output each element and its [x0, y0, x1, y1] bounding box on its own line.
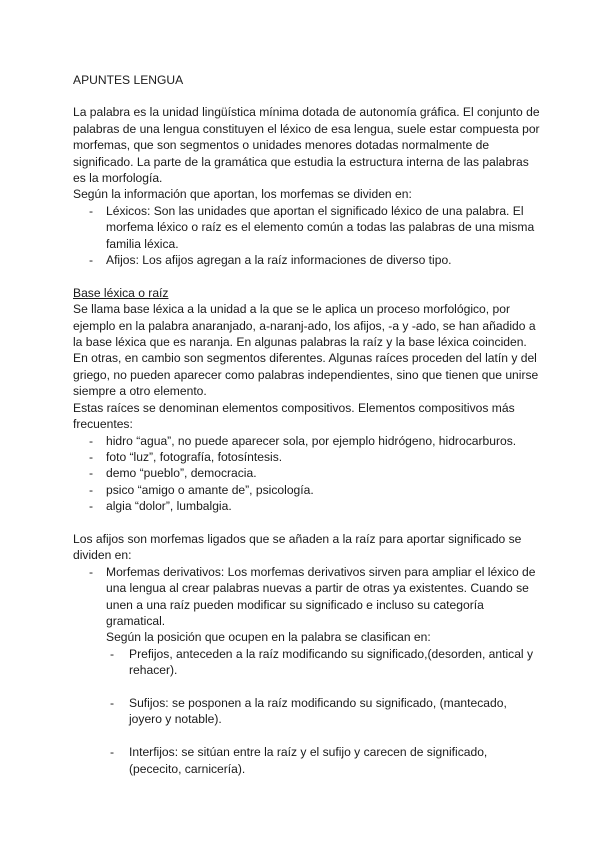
page-title: APUNTES LENGUA: [73, 73, 184, 87]
afijos-paragraph: Los afijos son morfemas ligados que se añaden a la raíz para aportar significado se dividen en:: [73, 531, 522, 563]
list-item: - Léxicos: Son las unidades que aportan el significado léxico de una palabra. El morfema léxico o raíz es el elemento común a todas las palabras de una misma familia léxica.: [73, 203, 543, 252]
base-lead: Estas raíces se denominan elementos compositivos. Elementos compositivos más frecuentes:: [73, 400, 515, 432]
list-item: - Prefijos, anteceden a la raíz modificando su significado,(desorden, antical y rehacer).: [106, 646, 543, 679]
derivative-lead: Según la posición que ocupen en la palabra se clasifican en:: [106, 630, 431, 645]
spacer: [106, 728, 543, 744]
base-paragraph: Se llama base léxica a la unidad a la que se le aplica un proceso morfológico, por ejemplo en la palabra anaranjado, a-naranj-ado, los afijos, -a y -ado, se han añadido a la base léxica que es naranja. En algunas palabras la raíz y la base léxica coinciden. En otras, en cambio son segmentos diferentes. Algunas raíces proceden del latín y del griego, no pueden aparecer como palabras independientes, sino que tienen que unirse siempre a otro elemento.: [73, 302, 539, 399]
morpheme-list: [73, 203, 543, 269]
derivative-text: - Morfemas derivativos: Los morfemas derivativos sirven para ampliar el léxico de una lengua al crear palabras nuevas a partir de otras ya existentes. Cuando se unen a una raíz pueden modificar su significado e incluso su categoría gramatical.: [106, 564, 536, 628]
intro-paragraph: La palabra es la unidad lingüística mínima dotada de autonomía gráfica. El conjunto de palabras de una lengua constituyen el léxico de esa lengua, suele estar compuesta por morfemas, que son segmentos o unidades menores dotadas normalmente de significado. La parte de la gramática que estudia la estructura interna de las palabras es la morfología.: [73, 105, 540, 186]
afijos-list: [73, 564, 543, 777]
spacer: [106, 679, 543, 695]
list-item: - Interfijos: se sitúan entre la raíz y el sufijo y carecen de significado, (pececito, carnicería).: [106, 744, 543, 777]
list-item: [73, 564, 543, 777]
list-item: - psico “amigo o amante de”, psicología.: [73, 482, 543, 498]
list-item: - foto “luz”, fotografía, fotosíntesis.: [73, 449, 543, 465]
list-item: - algia “dolor”, lumbalgia.: [73, 498, 543, 514]
list-item: - hidro “agua”, no puede aparecer sola, por ejemplo hidrógeno, hidrocarburos.: [73, 433, 543, 449]
position-list: [106, 646, 543, 777]
list-item: - demo “pueblo”, democracia.: [73, 465, 543, 481]
intro-lead: Según la información que aportan, los morfemas se dividen en:: [73, 187, 412, 202]
document-body: [73, 72, 543, 777]
section-heading-base: Base léxica o raíz: [73, 285, 169, 300]
list-item: - Sufijos: se posponen a la raíz modificando su significado, (mantecado, joyero y notable).: [106, 695, 543, 728]
compositive-list: [73, 433, 543, 515]
list-item: - Afijos: Los afijos agregan a la raíz informaciones de diverso tipo.: [73, 252, 543, 268]
